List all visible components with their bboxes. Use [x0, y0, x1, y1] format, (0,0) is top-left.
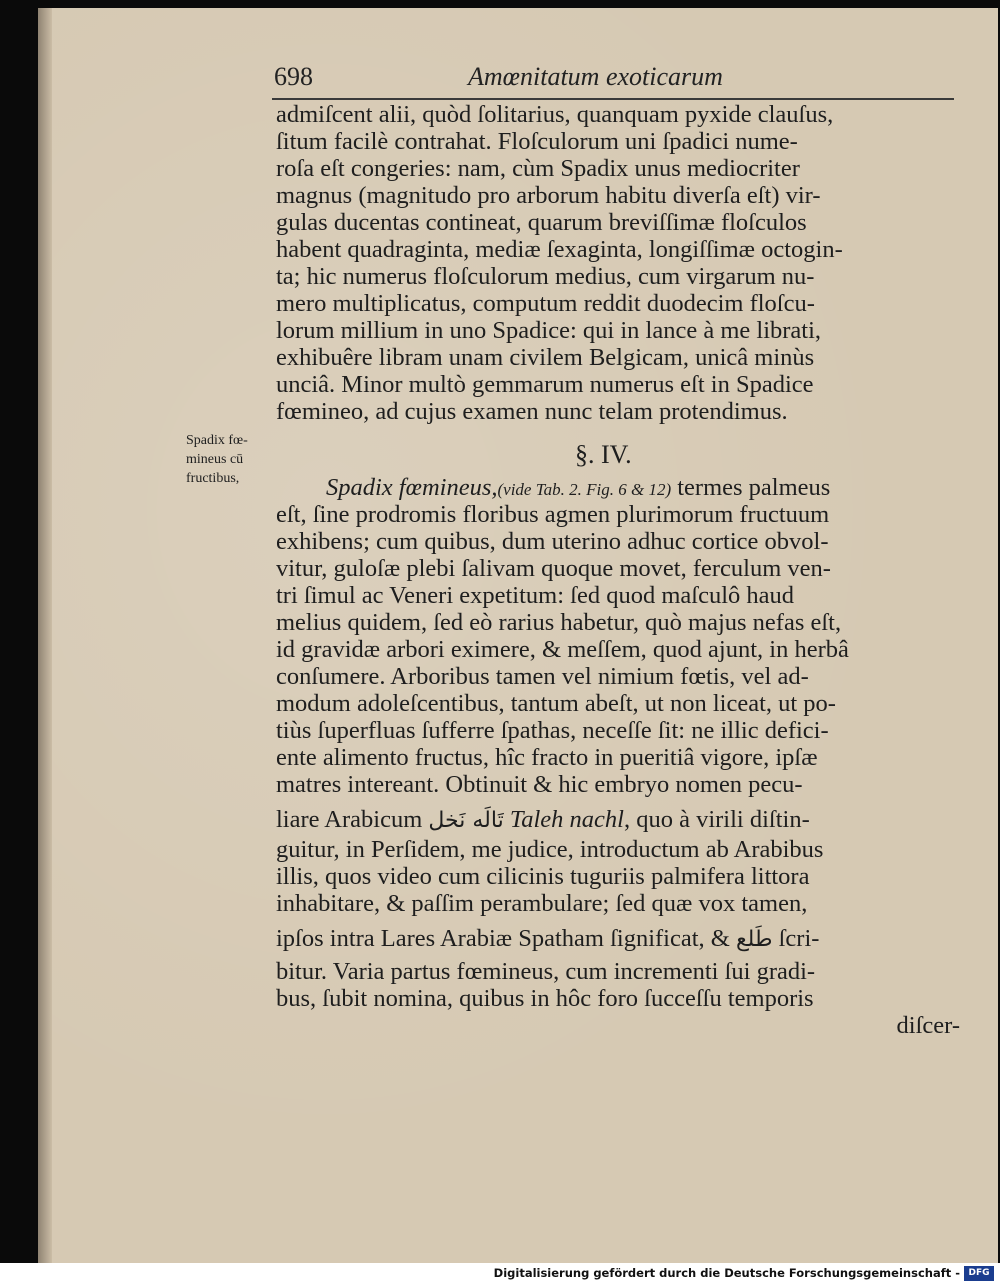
arabic-term: طَلع: [735, 927, 773, 952]
line-pre: ipſos intra Lares Arabiæ Spatham ſignificat, &: [276, 925, 736, 952]
body-line: roſa eſt congeries: nam, cùm Spadix unus mediocriter: [276, 155, 800, 182]
footer-bar: [0, 1263, 1000, 1285]
body-line: conſumere. Arboribus tamen vel nimium fœtis, vel ad-: [276, 663, 809, 690]
funding-credit: Digitalisierung gefördert durch die Deutsche Forschungsgemeinschaft -: [493, 1266, 960, 1280]
figure-reference: (vide Tab. 2. Fig. 6 & 12): [497, 480, 672, 499]
section-heading: §. IV.: [575, 440, 632, 469]
margin-note-line: fructibus,: [186, 471, 240, 486]
body-line: admiſcent alii, quòd ſolitarius, quanquam pyxide clauſus,: [276, 101, 834, 128]
body-line-first: [326, 474, 830, 504]
page-spine-shadow: [38, 8, 52, 1263]
body-line: fœmineo, ad cujus examen nunc telam protendimus.: [276, 398, 788, 425]
body-line: bitur. Varia partus fœmineus, cum incrementi ſui gradi-: [276, 958, 816, 985]
body-line: modum adoleſcentibus, tantum abeſt, ut non liceat, ut po-: [276, 690, 836, 717]
body-line: vitur, guloſæ plebi ſalivam quoque movet, ferculum ven-: [276, 555, 831, 582]
catchword: diſcer-: [896, 1012, 960, 1039]
body-line: ta; hic numerus floſculorum medius, cum virgarum nu-: [276, 263, 815, 290]
margin-note-line: Spadix fœ-: [186, 433, 248, 448]
body-line: unciâ. Minor multò gemmarum numerus eſt in Spadice: [276, 371, 814, 398]
body-line: exhibens; cum quibus, dum uterino adhuc cortice obvol-: [276, 528, 829, 555]
body-line: id gravidæ arbori eximere, & meſſem, quod ajunt, in herbâ: [276, 636, 849, 663]
body-line: gulas ducentas contineat, quarum breviſſimæ floſculos: [276, 209, 807, 236]
term-spadix: Spadix fœmineus,: [326, 474, 498, 501]
body-line: magnus (magnitudo pro arborum habitu diverſa eſt) vir-: [276, 182, 821, 209]
line-pre: liare Arabicum: [276, 806, 429, 833]
body-line: mero multiplicatus, computum reddit duodecim floſcu-: [276, 290, 815, 317]
body-line-arabic: [276, 925, 819, 954]
body-line: inhabitare, & paſſim perambulare; ſed quæ vox tamen,: [276, 890, 808, 917]
body-line: illis, quos video cum cilicinis tuguriis palmifera littora: [276, 863, 810, 890]
body-line: habent quadraginta, mediæ ſexaginta, longiſſimæ octogin-: [276, 236, 843, 263]
body-line: lorum millium in uno Spadice: qui in lance à me librati,: [276, 317, 822, 344]
margin-note-line: mineus cū: [186, 452, 244, 467]
body-line: tri ſimul ac Veneri expetitum: ſed quod maſculô haud: [276, 582, 795, 609]
header-rule: [272, 98, 954, 100]
body-line: ente alimento fructus, hîc fracto in pueritiâ vigore, ipſæ: [276, 744, 818, 771]
line-post: ſcri-: [772, 925, 820, 952]
page-number: 698: [274, 62, 313, 91]
body-line: eſt, ſine prodromis floribus agmen plurimorum fructuum: [276, 501, 830, 528]
body-line: exhibuêre libram unam civilem Belgicam, unicâ minùs: [276, 344, 815, 371]
body-line-arabic: [276, 806, 810, 835]
running-title: Amœnitatum exoticarum: [468, 62, 723, 91]
body-line: melius quidem, ſed eò rarius habetur, quò majus nefas eſt,: [276, 609, 842, 636]
body-line: tiùs ſuperfluas ſufferre ſpathas, neceſſe ſit: ne illic defici-: [276, 717, 829, 744]
line-post: , quo à virili diſtin-: [623, 806, 810, 833]
dfg-logo: DFG: [964, 1266, 994, 1281]
body-line: guitur, in Perſidem, me judice, introductum ab Arabibus: [276, 836, 824, 863]
margin-note: [186, 431, 248, 488]
line-rest: termes palmeus: [671, 474, 831, 501]
arabic-term: تَالَه نَخل: [428, 808, 504, 833]
body-line: ſitum facilè contrahat. Floſculorum uni ſpadici nume-: [276, 128, 798, 155]
transliteration: Taleh nachl: [503, 806, 624, 833]
body-line: bus, ſubit nomina, quibus in hôc foro ſucceſſu temporis: [276, 985, 814, 1012]
body-line: matres intereant. Obtinuit & hic embryo nomen pecu-: [276, 771, 803, 798]
